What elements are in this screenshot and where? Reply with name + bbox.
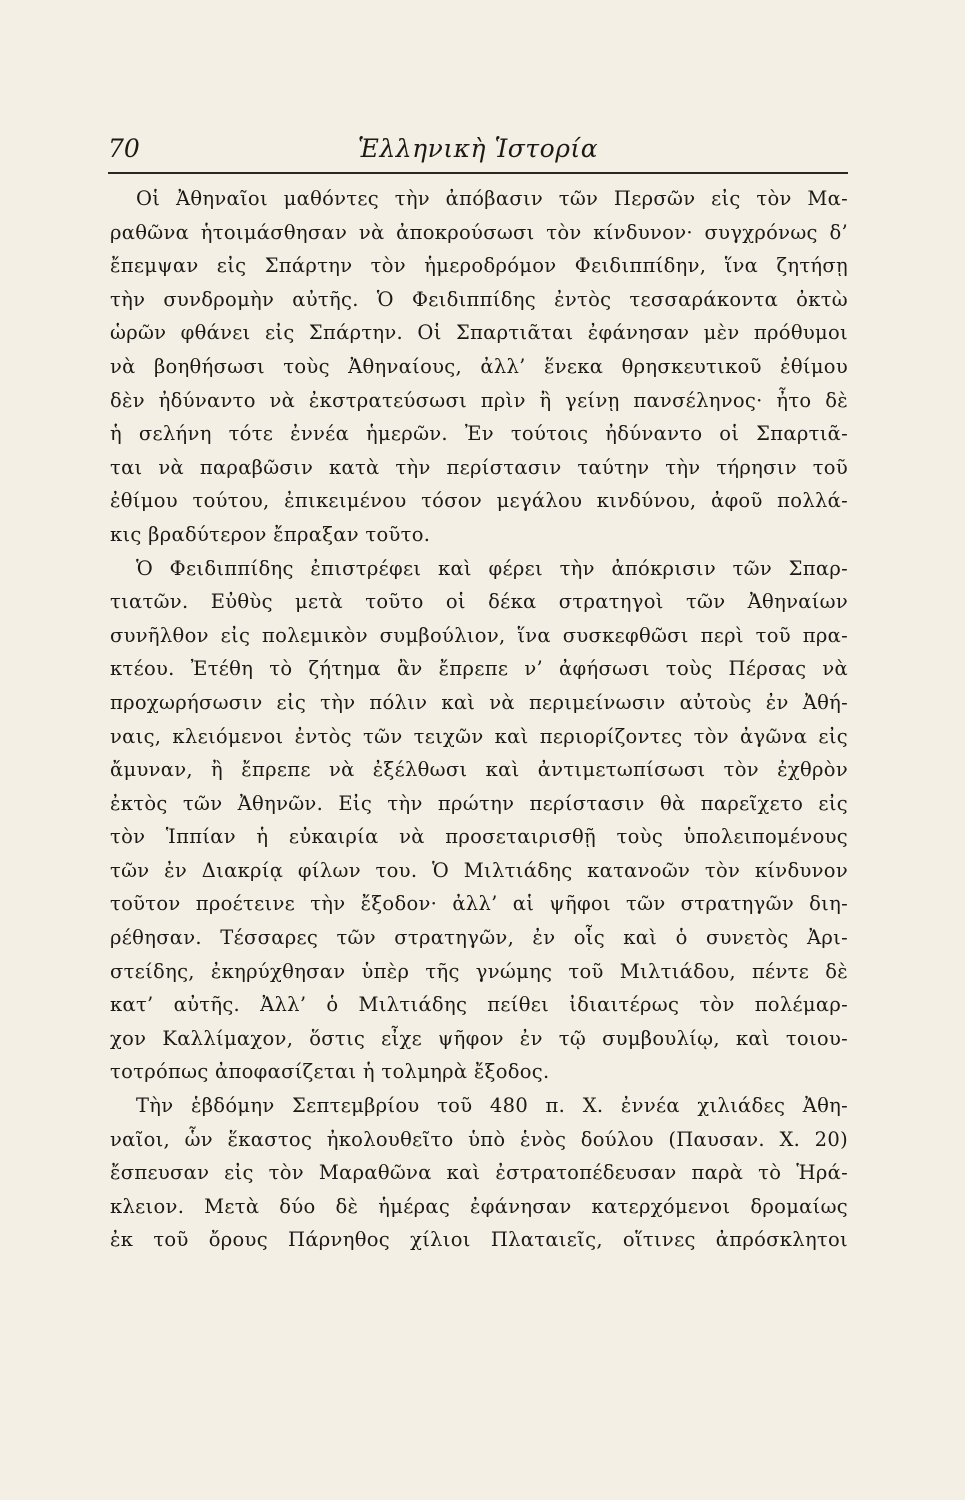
text-line: ἔπεμψαν εἰς Σπάρτην τὸν ἡμεροδρόμον Φειδιππίδην, ἵνα ζητήσῃ <box>110 254 848 278</box>
page-number: 70 <box>108 134 140 163</box>
text-line: τῶν ἐν Διακρίᾳ φίλων του. Ὁ Μιλτιάδης κατανοῶν τὸν κίνδυνον <box>110 858 848 882</box>
body-text <box>110 182 848 1257</box>
text-line: ται νὰ παραβῶσιν κατὰ τὴν περίστασιν ταύτην τὴν τήρησιν τοῦ <box>110 455 848 479</box>
text-line: Ὁ Φειδιππίδης ἐπιστρέφει καὶ φέρει τὴν ἀπόκρισιν τῶν Σπαρ- <box>136 556 848 580</box>
text-line: ραθῶνα ἡτοιμάσθησαν νὰ ἀποκρούσωσι τὸν κίνδυνον· συγχρόνως δ’ <box>110 220 848 244</box>
text-line: νὰ βοηθήσωσι τοὺς Ἀθηναίους, ἀλλ’ ἕνεκα θρησκευτικοῦ ἐθίμου <box>110 354 848 378</box>
text-line: τὴν συνδρομὴν αὐτῆς. Ὁ Φειδιππίδης ἐντὸς τεσσαράκοντα ὀκτὼ <box>110 287 848 311</box>
text-line: ἐκτὸς τῶν Ἀθηνῶν. Εἰς τὴν πρώτην περίστασιν θὰ παρεῖχετο εἰς <box>110 791 848 815</box>
text-line: ρέθησαν. Τέσσαρες τῶν στρατηγῶν, ἐν οἷς καὶ ὁ συνετὸς Ἀρι- <box>110 926 848 950</box>
text-line: κατ’ αὐτῆς. Ἀλλ’ ὁ Μιλτιάδης πείθει ἰδιαιτέρως τὸν πολέμαρ- <box>110 993 848 1017</box>
text-line: κις βραδύτερον ἔπραξαν τοῦτο. <box>110 522 431 546</box>
text-line: κτέου. Ἐτέθη τὸ ζήτημα ἂν ἔπρεπε ν’ ἀφήσωσι τοὺς Πέρσας νὰ <box>110 657 848 681</box>
text-line: δὲν ἠδύναντο νὰ ἐκστρατεύσωσι πρὶν ἢ γείνῃ πανσέληνος· ἦτο δὲ <box>110 388 848 412</box>
page-header <box>108 134 848 174</box>
text-line: ἡ σελήνη τότε ἐννέα ἡμερῶν. Ἐν τούτοις ἠδύναντο οἱ Σπαρτιᾶ- <box>110 422 848 446</box>
text-line: ναῖοι, ὧν ἕκαστος ἠκολουθεῖτο ὑπὸ ἑνὸς δούλου (Παυσαν. Χ. 20) <box>110 1127 848 1151</box>
text-line: τιατῶν. Εὐθὺς μετὰ τοῦτο οἱ δέκα στρατηγοὶ τῶν Ἀθηναίων <box>110 590 848 614</box>
text-line: ἄμυναν, ἢ ἔπρεπε νὰ ἐξέλθωσι καὶ ἀντιμετωπίσωσι τὸν ἐχθρὸν <box>110 758 848 782</box>
text-line: ναις, κλειόμενοι ἐντὸς τῶν τειχῶν καὶ περιορίζοντες τὸν ἀγῶνα εἰς <box>110 724 848 748</box>
text-line: ἔσπευσαν εἰς τὸν Μαραθῶνα καὶ ἐστρατοπέδευσαν παρὰ τὸ Ἡρά- <box>110 1161 848 1185</box>
running-title: Ἑλληνικὴ Ἱστορία <box>357 134 599 163</box>
text-line: τοτρόπως ἀποφασίζεται ἡ τολμηρὰ ἔξοδος. <box>110 1060 550 1084</box>
text-line: ὡρῶν φθάνει εἰς Σπάρτην. Οἱ Σπαρτιᾶται ἐφάνησαν μὲν πρόθυμοι <box>110 321 848 345</box>
header-rule <box>108 172 848 174</box>
text-line: ἐκ τοῦ ὄρους Πάρνηθος χίλιοι Πλαταιεῖς, οἵτινες ἀπρόσκλητοι <box>110 1228 848 1252</box>
text-line: προχωρήσωσιν εἰς τὴν πόλιν καὶ νὰ περιμείνωσιν αὐτοὺς ἐν Ἀθή- <box>110 690 848 714</box>
text-line: χον Καλλίμαχον, ὅστις εἶχε ψῆφον ἐν τῷ συμβουλίῳ, καὶ τοιου- <box>110 1026 848 1050</box>
text-line: τοῦτον προέτεινε τὴν ἔξοδον· ἀλλ’ αἱ ψῆφοι τῶν στρατηγῶν διη- <box>110 892 848 916</box>
text-line: στείδης, ἐκηρύχθησαν ὑπὲρ τῆς γνώμης τοῦ Μιλτιάδου, πέντε δὲ <box>110 959 848 983</box>
text-line: κλειον. Μετὰ δύο δὲ ἡμέρας ἐφάνησαν κατερχόμενοι δρομαίως <box>110 1194 848 1218</box>
text-line: τὸν Ἱππίαν ἡ εὐκαιρία νὰ προσεταιρισθῇ τοὺς ὑπολειπομένους <box>110 825 848 849</box>
text-line: Τὴν ἑβδόμην Σεπτεμβρίου τοῦ 480 π. Χ. ἐννέα χιλιάδες Ἀθη- <box>136 1094 848 1118</box>
text-line: Οἱ Ἀθηναῖοι μαθόντες τὴν ἀπόβασιν τῶν Περσῶν εἰς τὸν Μα- <box>136 187 848 210</box>
text-line: συνῆλθον εἰς πολεμικὸν συμβούλιον, ἵνα συσκεφθῶσι περὶ τοῦ πρα- <box>110 623 848 647</box>
text-line: ἐθίμου τούτου, ἐπικειμένου τόσον μεγάλου κινδύνου, ἀφοῦ πολλά- <box>110 489 848 513</box>
